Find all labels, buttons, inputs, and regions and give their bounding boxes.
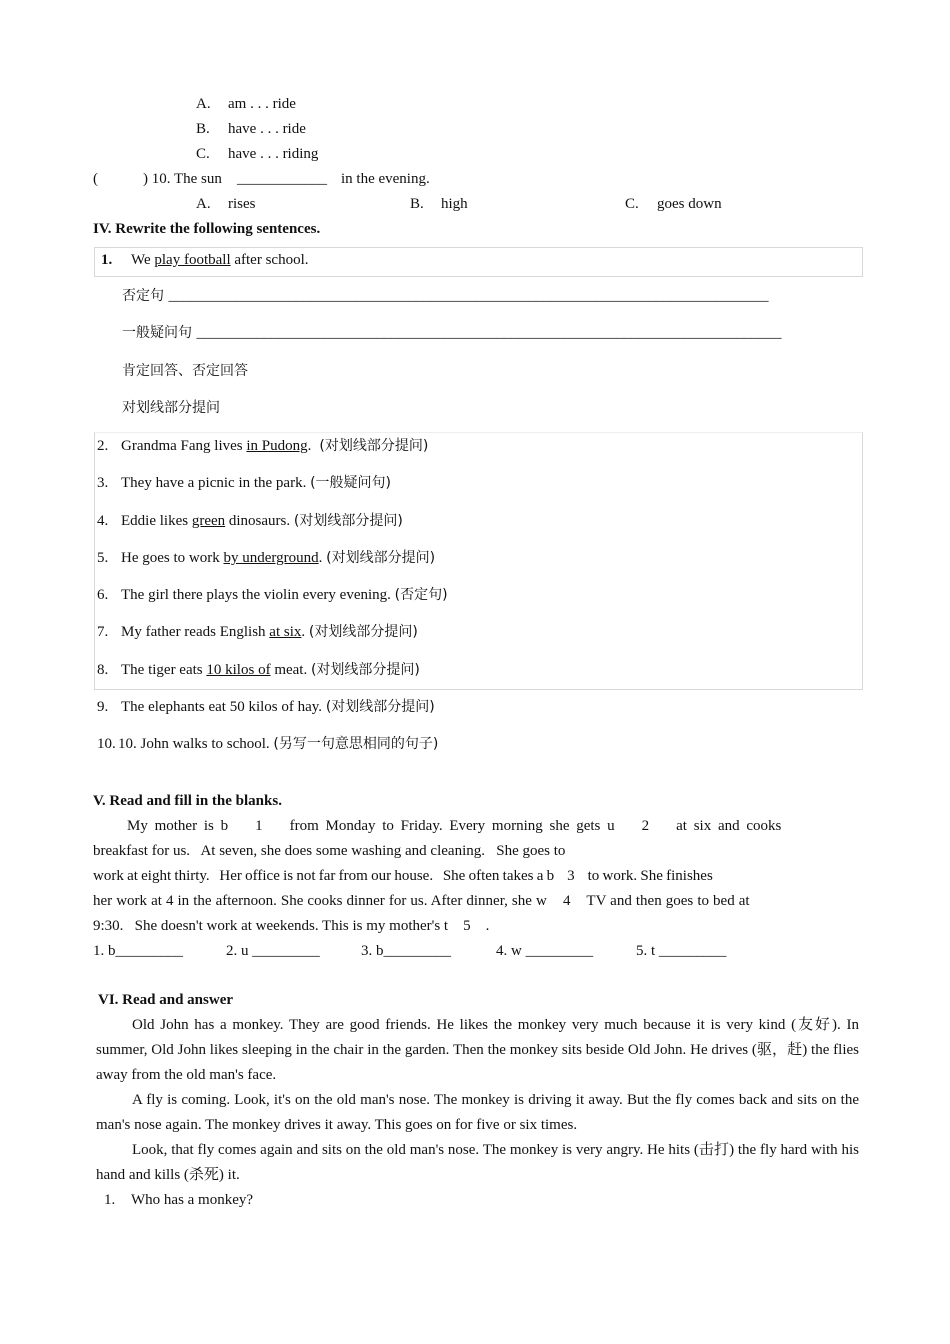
rewrite-item-text-end: . (318, 550, 327, 566)
negative-prompt (122, 286, 768, 306)
fill-blank-2[interactable]: 2. u _________ (226, 943, 320, 959)
section-6-title: VI. Read and answer (98, 992, 234, 1008)
q10-stem-end: in the evening. (341, 171, 430, 187)
item-1-pre: We (131, 252, 151, 268)
rewrite-item-text-end: . (307, 438, 312, 454)
rewrite-item (97, 734, 438, 754)
story-passage (96, 1013, 859, 1188)
rewrite-item (97, 585, 448, 605)
fill-blank-4[interactable]: 4. w _________ (496, 943, 594, 959)
rewrite-item-text-end: dinosaurs. (225, 513, 294, 529)
rewrite-item (97, 660, 420, 680)
rewrite-item-underlined: by underground (223, 550, 319, 566)
q9-option-c-letter: C. (196, 146, 210, 162)
rewrite-item-hint: (对划线部分提问) (326, 550, 436, 566)
passage-text-2: breakfast for us. At seven, she does some washing and cleaning. She goes to (93, 843, 566, 859)
q10-option-c-text: goes down (657, 196, 722, 212)
rewrite-item (97, 511, 403, 531)
rewrite-item-text-end: . (301, 624, 309, 640)
rewrite-item (97, 436, 428, 456)
rewrite-item-hint: (另写一句意思相同的句子) (273, 736, 439, 752)
passage-line-2 (93, 841, 565, 861)
rewrite-item (97, 473, 391, 493)
rewrite-item-number: 8. (97, 662, 109, 678)
rewrite-item-text-end: meat. (270, 662, 311, 678)
rewrite-item-number: 6. (97, 587, 109, 603)
q9-option-c-text: have . . . riding (228, 146, 319, 162)
q10-option-c-letter: C. (625, 196, 639, 212)
q10-blank[interactable]: ____________ (237, 171, 327, 187)
q9-option-a-text: am . . . ride (228, 96, 296, 112)
rewrite-item-underlined: in Pudong (246, 438, 308, 454)
negative-label: 否定句 (122, 288, 164, 304)
rewrite-item-text: The tiger eats (121, 662, 207, 678)
passage-line-4 (93, 891, 750, 911)
rewrite-item-number: 10. (97, 736, 116, 752)
rewrite-item (97, 548, 435, 568)
question-prompt (122, 323, 781, 343)
story-paragraph-1: Old John has a monkey. They are good friends. He likes the monkey very much because it is very kind (友好). In summer, Old John likes sleeping in the chair in the garden. Then the monkey sits beside Old John. He drives (驱，赶) the flies away from the old man's face. (96, 1017, 859, 1083)
rewrite-item-underlined: green (191, 513, 226, 529)
rewrite-item (97, 697, 435, 717)
section-4-title: IV. Rewrite the following sentences. (93, 221, 321, 237)
q9-option-b-text: have . . . ride (228, 121, 306, 137)
rewrite-item-number: 2. (97, 438, 109, 454)
wh-prompt: 对划线部分提问 (122, 400, 220, 416)
negative-answer-line[interactable]: ________________________________________________________________________________ (168, 288, 769, 304)
answers-prompt: 肯定回答、否定回答 (122, 363, 248, 379)
story-paragraph-2: A fly is coming. Look, it's on the old man's nose. The monkey is driving it away. But the fly comes back and sits on the man's nose again. The monkey drives it away. This goes on for five or six times. (96, 1092, 859, 1133)
question-label: 一般疑问句 (122, 325, 192, 341)
rewrite-item-text: The girl there plays the violin every evening. (121, 587, 395, 603)
q9-option-a-letter: A. (196, 96, 211, 112)
rewrite-item-number: 9. (97, 699, 109, 715)
q9-option-b-letter: B. (196, 121, 210, 137)
story-paragraph-3: Look, that fly comes again and sits on the old man's nose. The monkey is very angry. He hits (击打) the fly hard with his hand and kills (杀死) it. (96, 1142, 859, 1183)
rewrite-item-text: Eddie likes (121, 513, 192, 529)
story-question-1-number: 1. (104, 1192, 116, 1208)
passage-text-1: My mother is b 1 from Monday to Friday. Every morning she gets u 2 at six and cooks (127, 818, 782, 834)
rewrite-item-text: 10. John walks to school. (118, 736, 274, 752)
rewrite-item-underlined: 10 kilos of (206, 662, 271, 678)
rewrite-item-hint: (一般疑问句) (310, 475, 392, 491)
rewrite-item-text: Grandma Fang lives (121, 438, 247, 454)
rewrite-item-hint: (对划线部分提问) (293, 513, 403, 529)
item-1-number: 1. (101, 252, 113, 268)
rewrite-item (97, 622, 418, 642)
passage-line-3 (93, 866, 713, 886)
rewrite-item-text: My father reads English (121, 624, 270, 640)
q10-stem: ) 10. The sun (143, 171, 222, 187)
fill-blank-3[interactable]: 3. b_________ (361, 943, 451, 959)
passage-line-5 (93, 916, 489, 936)
rewrite-item-text: He goes to work (121, 550, 224, 566)
passage-line-1 (127, 816, 781, 836)
item-1-sentence (131, 250, 309, 270)
rewrite-item-number: 3. (97, 475, 109, 491)
rewrite-item-number: 7. (97, 624, 109, 640)
q10-paren: ( (93, 171, 98, 187)
section-5-title: V. Read and fill in the blanks. (93, 793, 282, 809)
rewrite-item-number: 5. (97, 550, 109, 566)
fill-blank-5[interactable]: 5. t _________ (636, 943, 727, 959)
item-1-underlined: play football (154, 252, 231, 268)
q10-option-b-text: high (441, 196, 468, 212)
rewrite-item-text: They have a picnic in the park. (121, 475, 311, 491)
story-question-1-text: Who has a monkey? (131, 1192, 254, 1208)
rewrite-item-hint: (对划线部分提问) (308, 624, 418, 640)
passage-text-4: her work at 4 in the afternoon. She cooks dinner for us. After dinner, she w 4 TV and then goes to bed at (93, 893, 750, 909)
q10-option-a-letter: A. (196, 196, 211, 212)
rewrite-item-hint: (否定句) (394, 587, 448, 603)
rewrite-item-hint: (对划线部分提问) (325, 699, 435, 715)
fill-blank-1[interactable]: 1. b_________ (93, 943, 183, 959)
question-answer-line[interactable]: ______________________________________________________________________________ (196, 325, 782, 341)
rewrite-item-text: The elephants eat 50 kilos of hay. (121, 699, 326, 715)
rewrite-item-hint: (对划线部分提问) (319, 438, 429, 454)
item-1-post: after school. (234, 252, 309, 268)
rewrite-item-number: 4. (97, 513, 109, 529)
rewrite-item-underlined: at six (269, 624, 302, 640)
passage-text-3: work at eight thirty. Her office is not far from our house. She often takes a b 3 to work. She finishes (93, 868, 713, 884)
passage-text-5: 9:30. She doesn't work at weekends. This is my mother's t 5 . (93, 918, 490, 934)
q10-option-a-text: rises (228, 196, 256, 212)
q10-option-b-letter: B. (410, 196, 424, 212)
rewrite-item-hint: (对划线部分提问) (310, 662, 420, 678)
